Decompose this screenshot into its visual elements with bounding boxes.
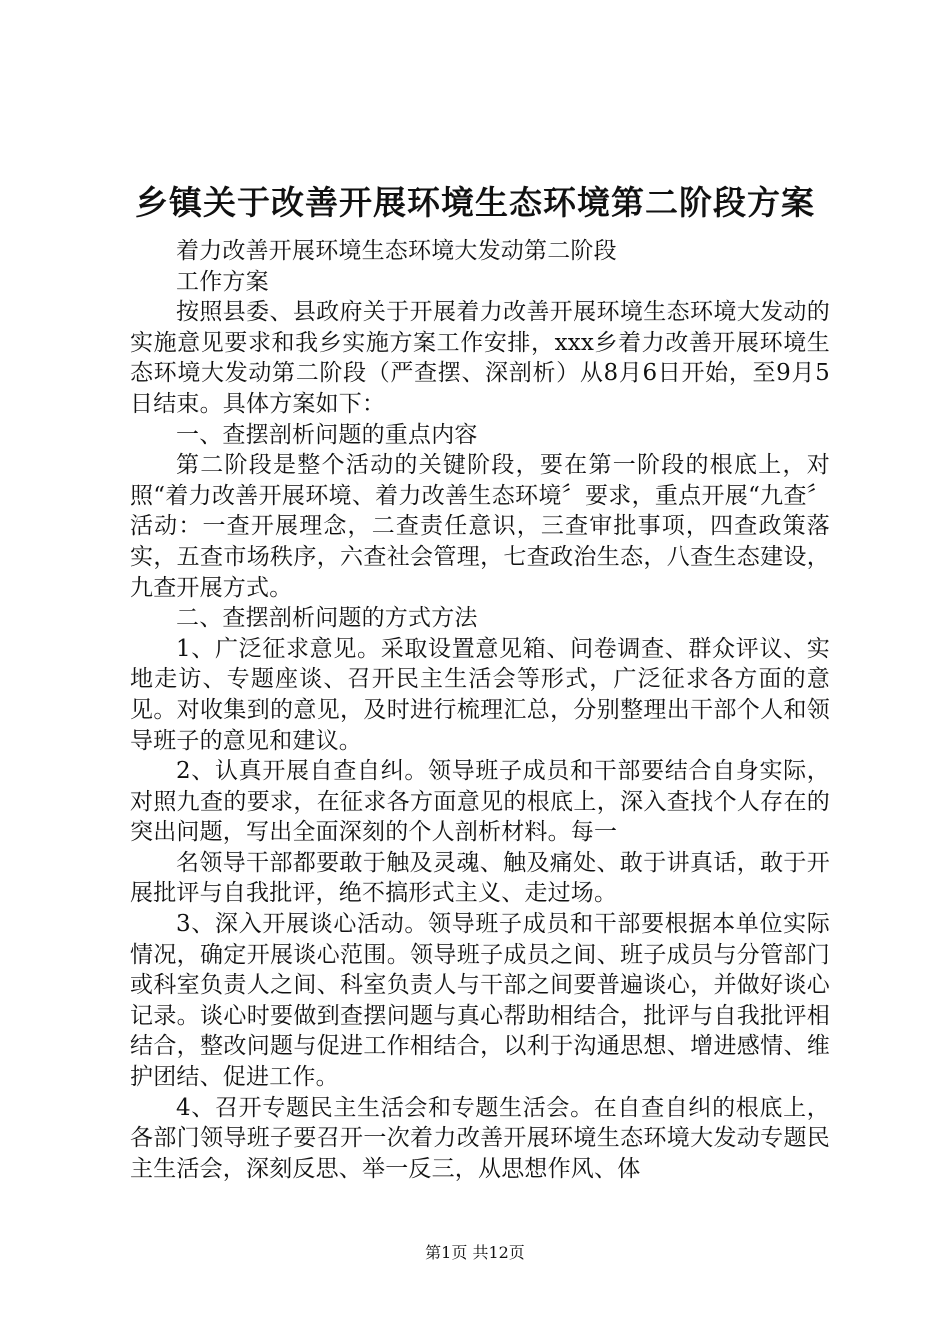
paragraph-item-2: 2、认真开展自查自纠。领导班子成员和干部要结合自身实际，对照九查的要求，在征求各方面意见的根底上，深入查找个人存在的突出问题，写出全面深刻的个人剖析材料。每一 — [130, 758, 830, 846]
paragraph-section-1: 第二阶段是整个活动的关键阶段，要在第一阶段的根底上，对照“着力改善开展环境、着力改善生态环境〞要求，重点开展“九查〞活动：一查开展理念，二查责任意识，三查审批事项，四查政策落实，五查市场秩序，六查社会管理，七查政治生态，八查生态建设，九查开展方式。 — [130, 452, 830, 601]
page-footer: 第1页 共12页 — [425, 1243, 525, 1262]
paragraph-intro: 按照县委、县政府关于开展着力改善开展环境生态环境大发动的实施意见要求和我乡实施方案工作安排，xxx乡着力改善开展环境生态环境大发动第二阶段（严查摆、深剖析）从8月6日开始，至9月5日结束。具体方案如下： — [130, 299, 830, 417]
paragraph-item-1: 1、广泛征求意见。采取设置意见箱、问卷调查、群众评议、实地走访、专题座谈、召开民主生活会等形式，广泛征求各方面的意见。对收集到的意见，及时进行梳理汇总，分别整理出干部个人和领导班子的意见和建议。 — [130, 635, 830, 754]
section-heading-2: 二、查摆剖析问题的方式方法 — [176, 605, 478, 632]
document-body — [130, 236, 830, 1184]
paragraph-item-2-continued: 名领导干部都要敢于触及灵魂、触及痛处、敢于讲真话，敢于开展批评与自我批评，绝不搞形式主义、走过场。 — [130, 849, 830, 907]
section-heading-1: 一、查摆剖析问题的重点内容 — [176, 421, 478, 448]
paragraph-item-3: 3、深入开展谈心活动。领导班子成员和干部要根据本单位实际情况，确定开展谈心范围。领导班子成员之间、班子成员与分管部门或科室负责人之间、科室负责人与干部之间要普遍谈心，并做好谈心记录。谈心时要做到查摆问题与真心帮助相结合，批评与自我批评相结合，整改问题与促进工作相结合，以利于沟通思想、增进感情、维护团结、促进工作。 — [130, 911, 830, 1091]
subtitle-line-1: 着力改善开展环境生态环境大发动第二阶段 — [176, 238, 617, 264]
subtitle-line-2: 工作方案 — [176, 268, 269, 295]
document-title: 乡镇关于改善开展环境生态环境第二阶段方案 — [135, 183, 815, 222]
paragraph-item-4: 4、召开专题民主生活会和专题生活会。在自查自纠的根底上，各部门领导班子要召开一次着力改善开展环境生态环境大发动专题民主生活会，深刻反思、举一反三，从思想作风、体 — [130, 1094, 830, 1182]
